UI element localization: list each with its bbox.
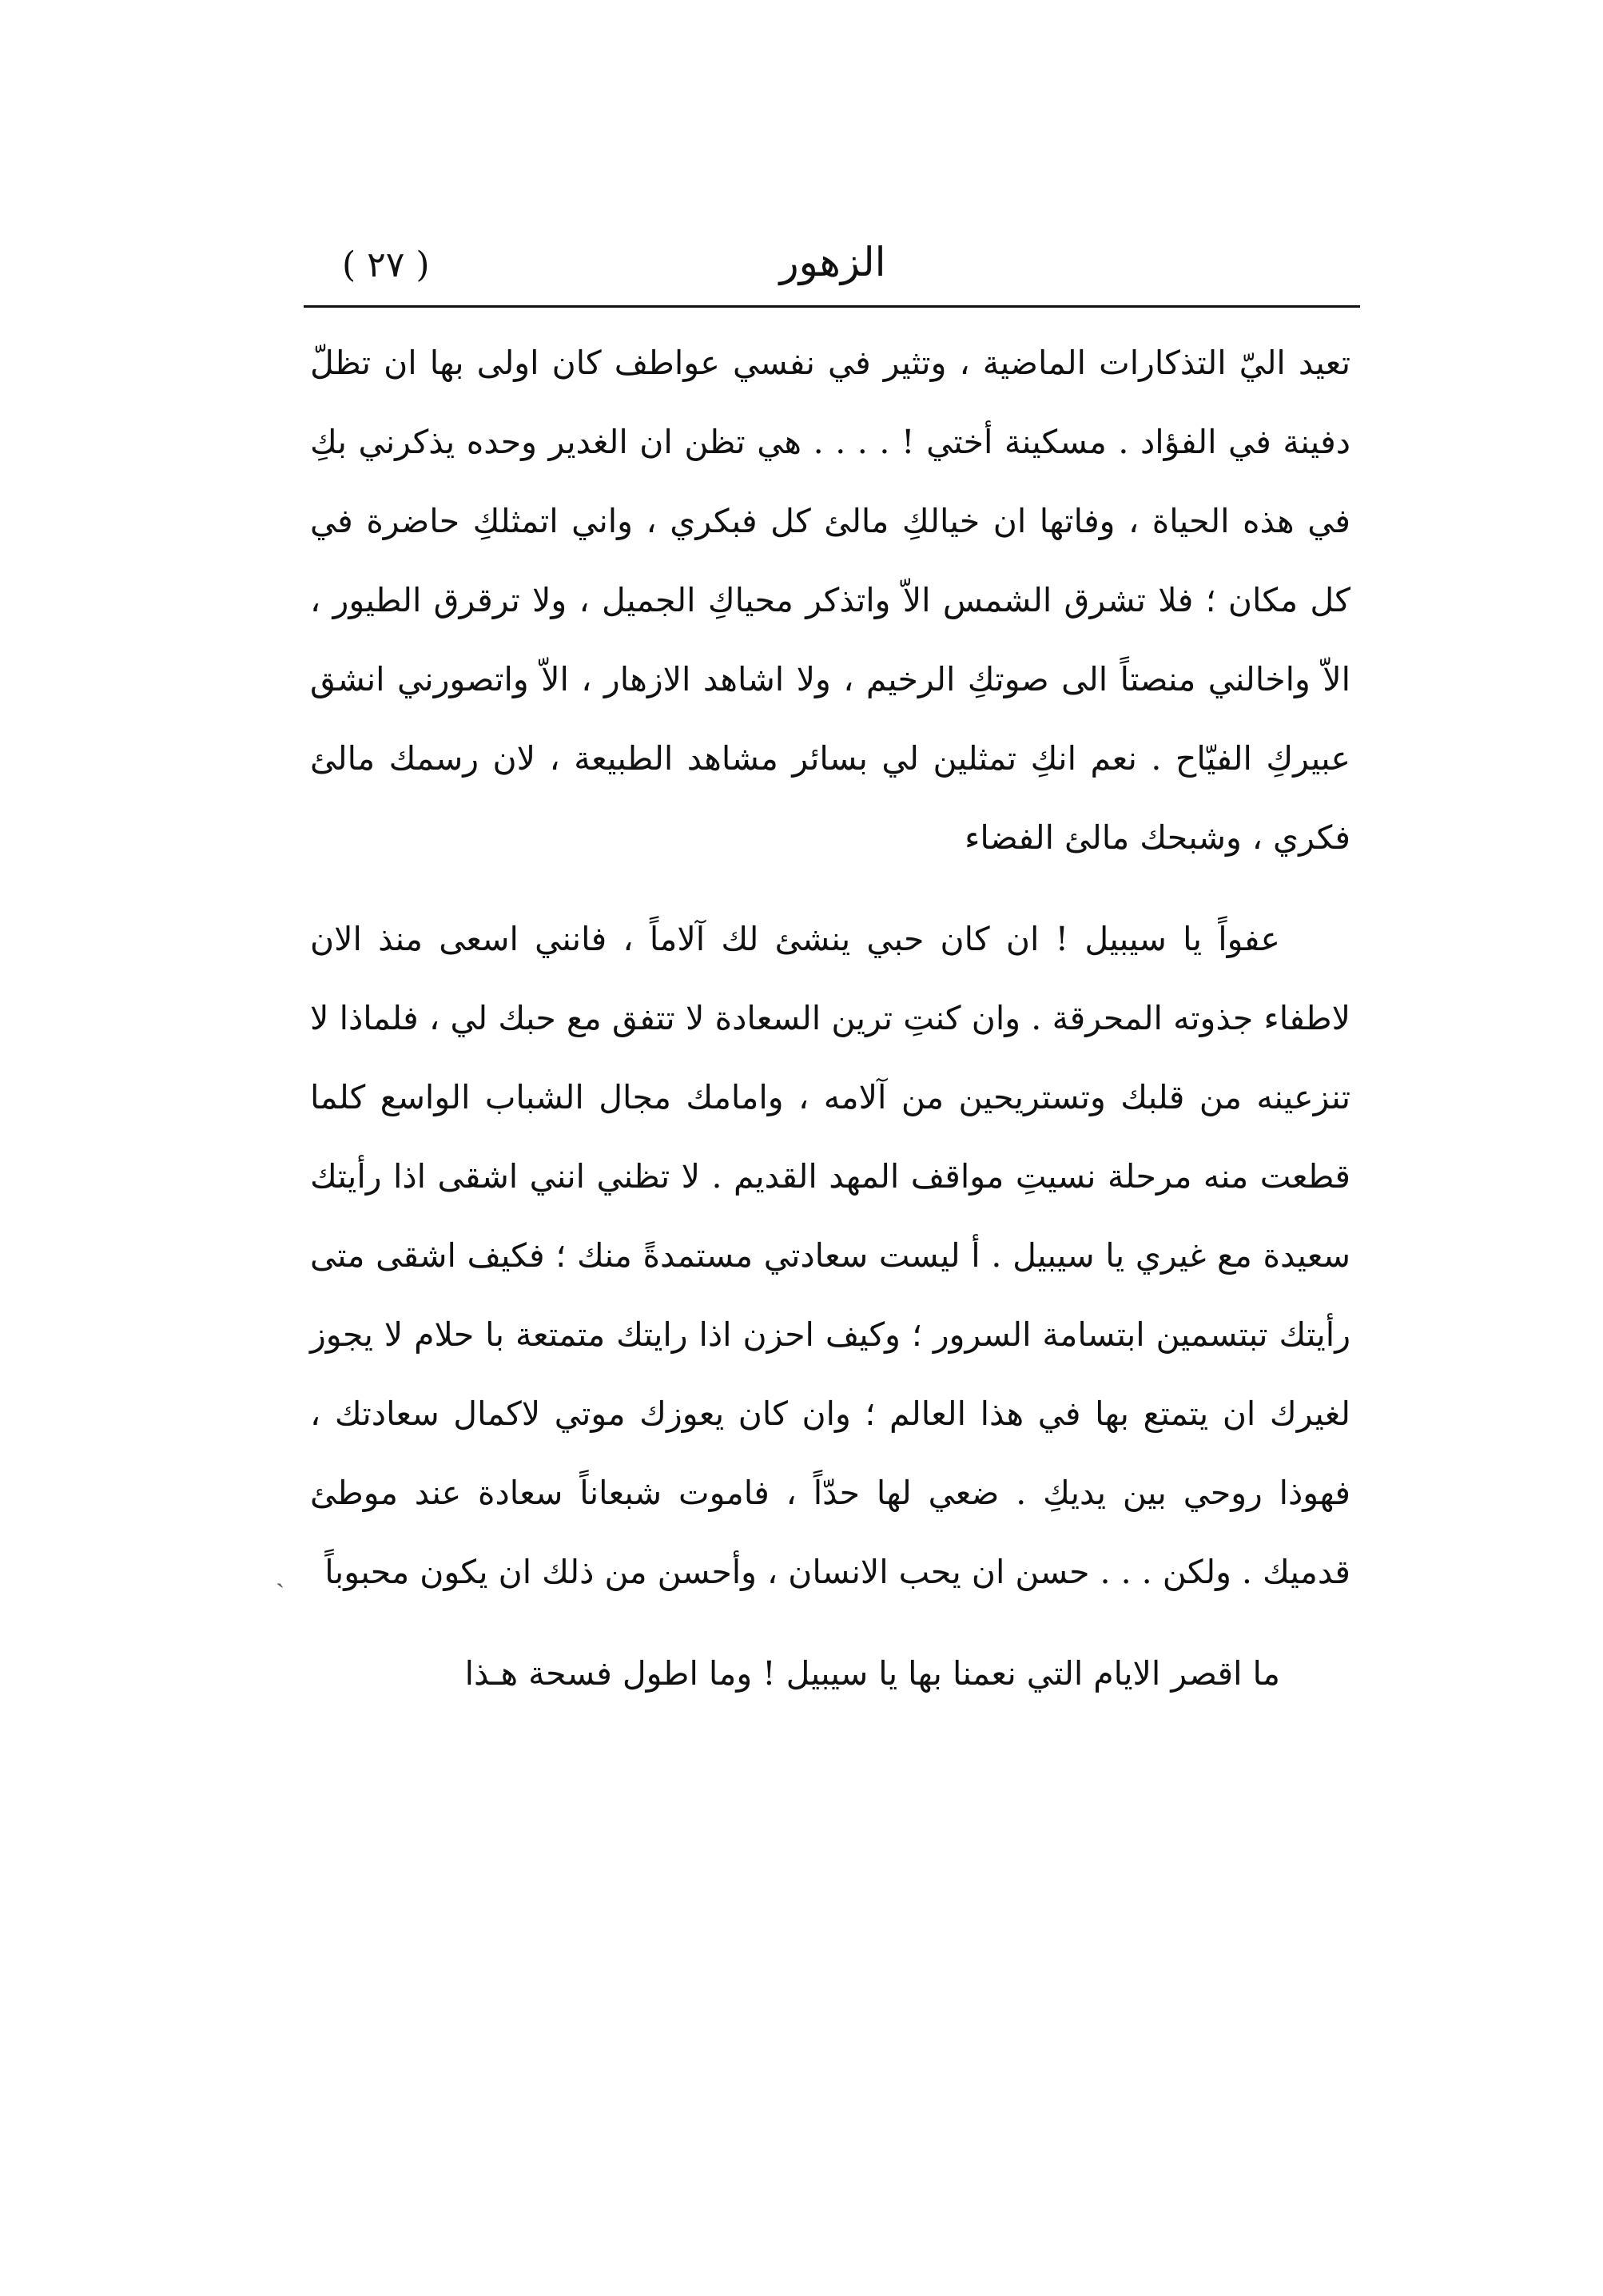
running-title: الزهور: [779, 239, 886, 285]
body-text: [310, 324, 1350, 1713]
paragraph-2: عفواً يا سيبيل ! ان كان حبي ينشئ لك آلاماً ، فانني اسعى منذ الان لاطفاء جذوته المحرقة . وان كنتِ ترين السعادة لا تتفق مع حبك لي ، فلماذا لا تنزعينه من قلبك وتستريحين من آلامه ، وامامك مجال الشباب الواسع كلما قطعت منه مرحلة نسيتِ مواقف المهد القديم . لا تظني انني اشقى اذا رأيتك سعيدة مع غيري يا سيبيل . أ ليست سعادتي مستمدةً منك ؛ فكيف اشقى متى رأيتك تبتسمين ابتسامة السرور ؛ وكيف احزن اذا رايتك متمتعة با حلام لا يجوز لغيرك ان يتمتع بها في هذا العالم ؛ وان كان يعوزك موتي لاكمال سعادتك ، فهوذا روحي بين يديكِ . ضعي لها حدّاً ، فاموت شبعاناً سعادة عند موطئ قدميك . ولكن . . . حسن ان يحب الانسان ، وأحسن من ذلك ان يكون محبوباً: [310, 920, 1350, 1591]
paragraph-3: ما اقصر الايام التي نعمنا بها يا سيبيل ! وما اطول فسحة هـذا: [464, 1654, 1280, 1693]
running-head: [313, 233, 1346, 305]
header-rule: [304, 305, 1360, 308]
paragraph-1: تعيد اليّ التذكارات الماضية ، وتثير في نفسي عواطف كان اولى بها ان تظلّ دفينة في الفؤاد . مسكينة أختي ! . . . . هي تظن ان الغدير وحده يذكرني بكِ في هذه الحياة ، وفاتها ان خيالكِ مالئ كل فبكري ، واني اتمثلكِ حاضرة في كل مكان ؛ فلا تشرق الشمس الاّ واتذكر محياكِ الجميل ، ولا ترقرق الطيور ، الاّ واخالني منصتاً الى صوتكِ الرخيم ، ولا اشاهد الازهار ، الاّ واتصورني انشق عبيركِ الفيّاح . نعم انكِ تمثلين لي بسائر مشاهد الطبيعة ، لان رسمك مالئ فكري ، وشبحك مالئ الفضاء: [310, 344, 1350, 857]
stray-ink-mark: ˏ: [276, 1557, 285, 1589]
page-number: ( ٢٧ ): [342, 245, 430, 285]
